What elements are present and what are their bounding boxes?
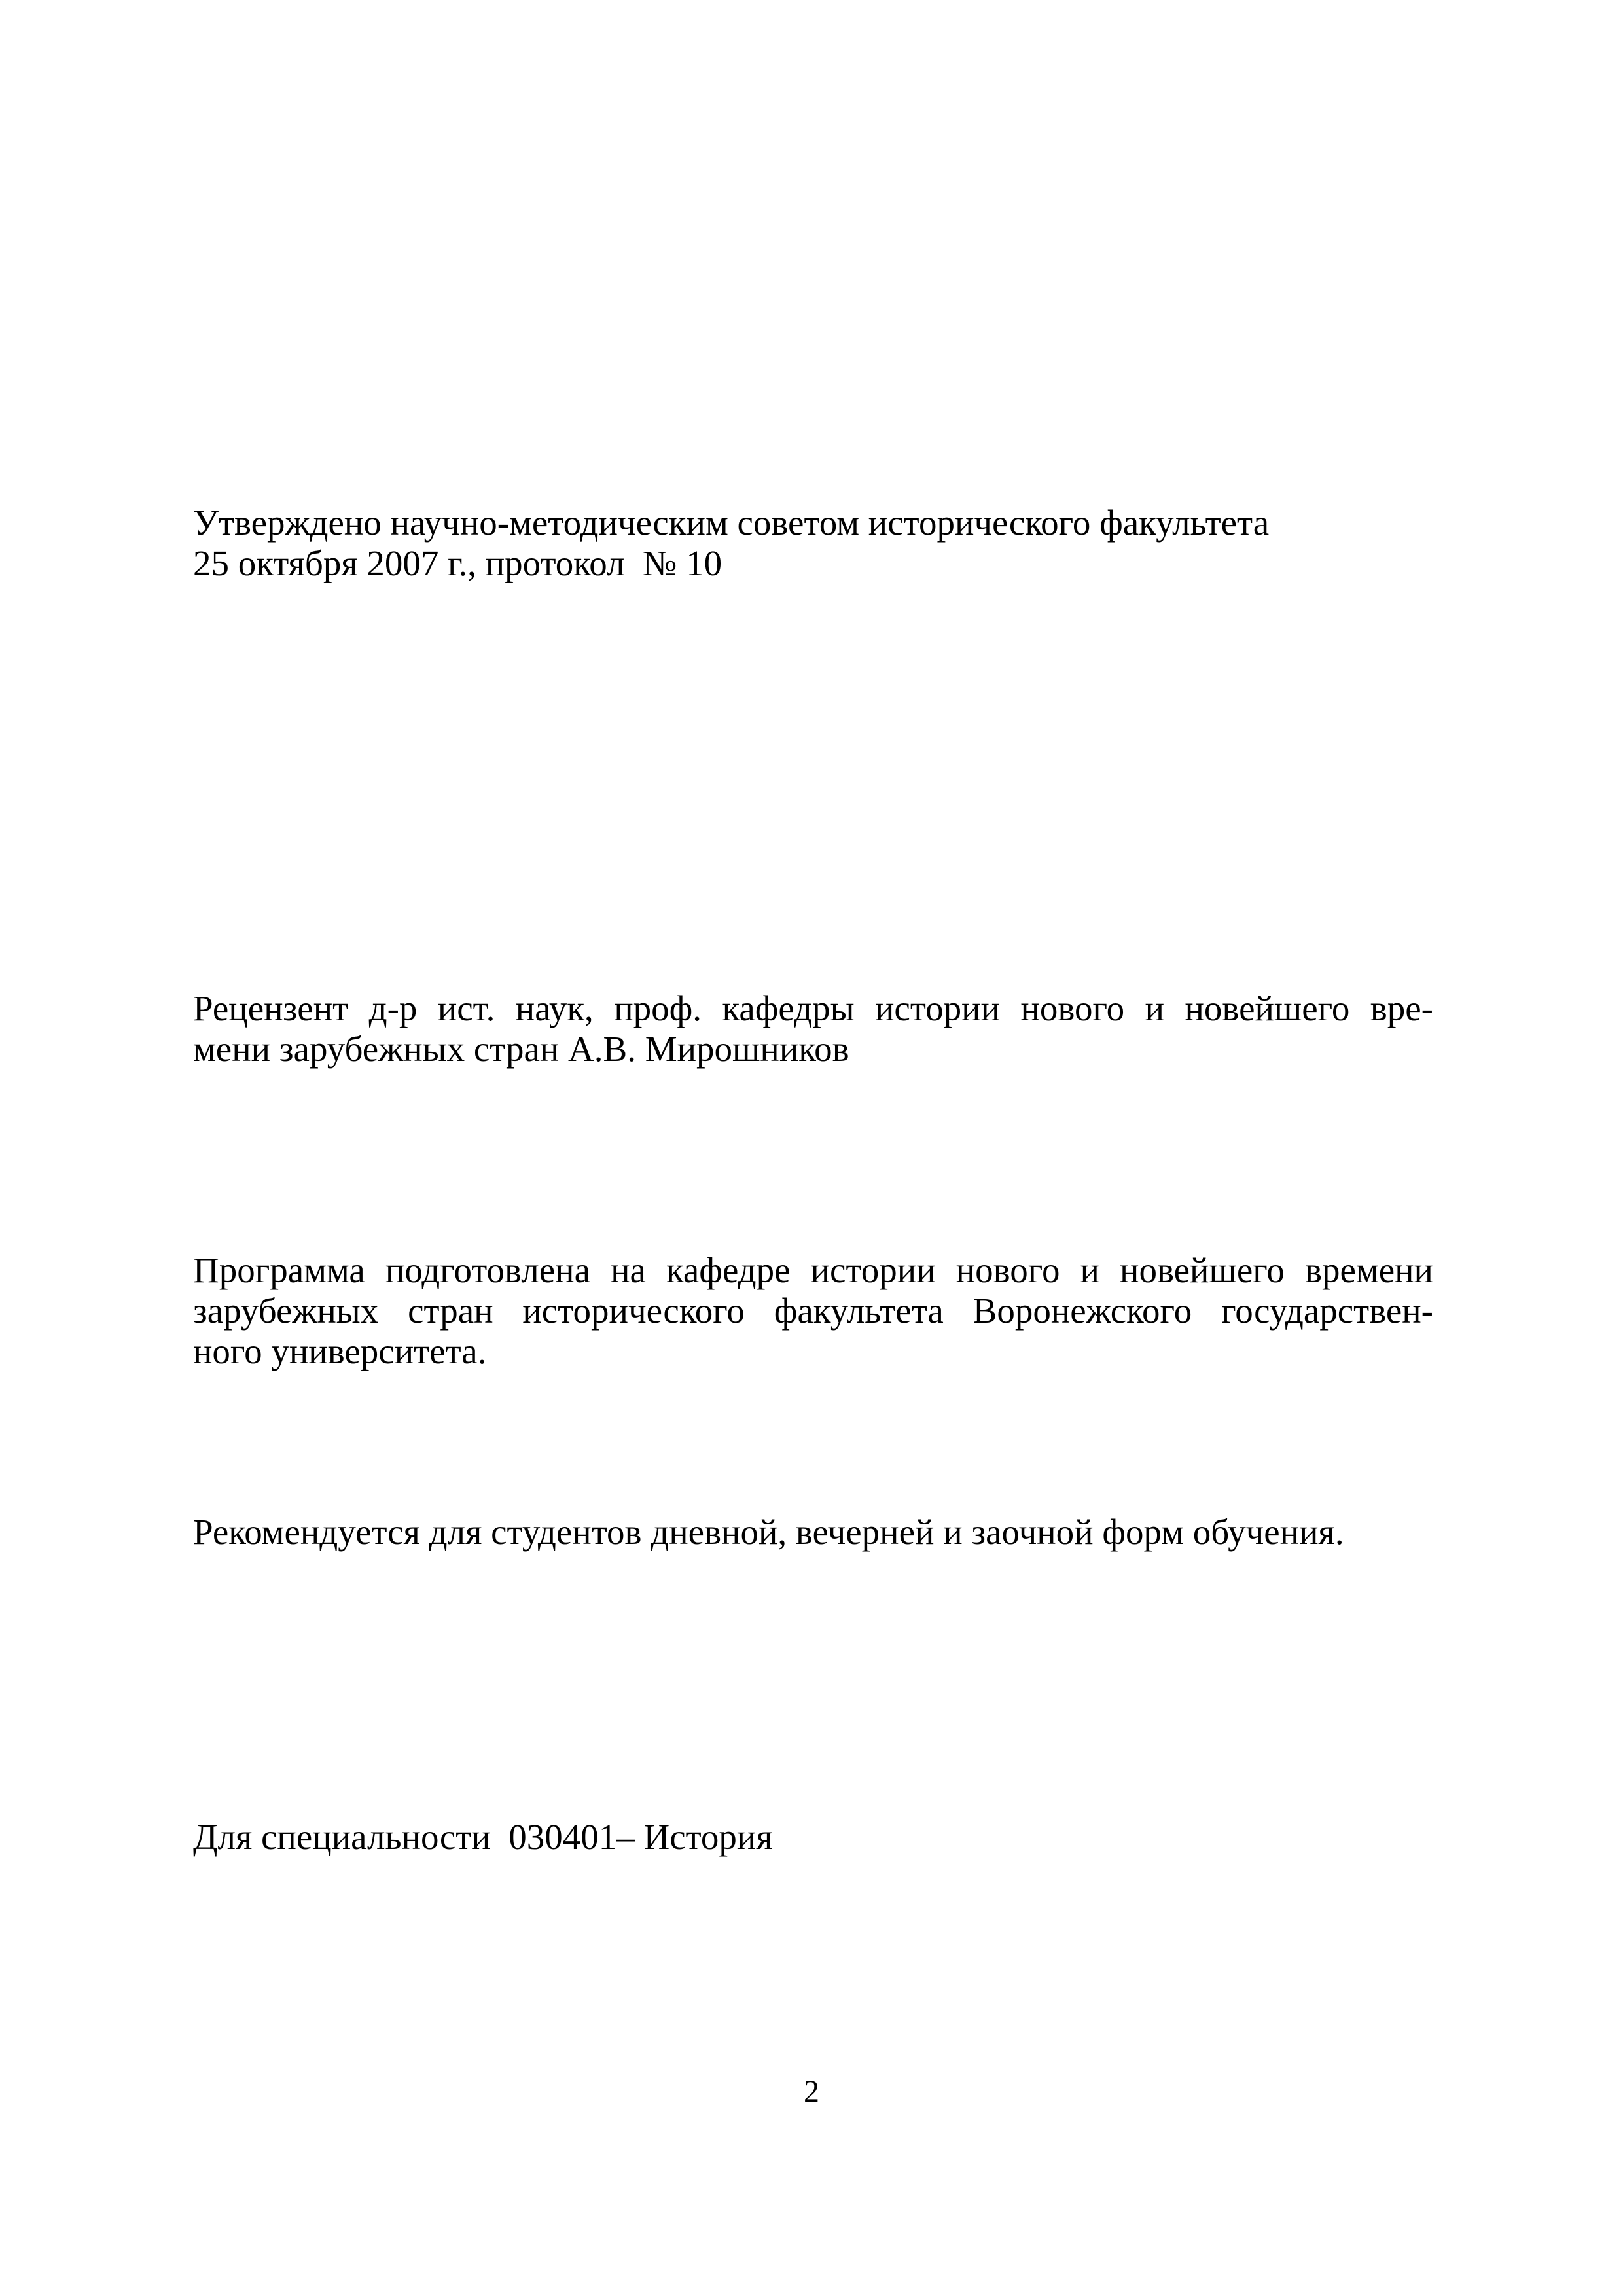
page-number: 2 (804, 2074, 819, 2109)
program-line-2: зарубежных стран исторического факультета Воронежского государствен- (193, 1291, 1433, 1331)
reviewer-note (193, 988, 1433, 1069)
program-line-3: ного университета. (193, 1331, 487, 1371)
program-line-1: Программа подготовлена на кафедре истории нового и новейшего времени (193, 1250, 1433, 1290)
specialty-line: Для специальности 030401– История (193, 1817, 773, 1857)
approval-note (193, 503, 1269, 584)
recommendation-note (193, 1512, 1344, 1552)
program-note (193, 1250, 1433, 1372)
reviewer-line-2: мени зарубежных стран А.В. Мирошников (193, 1029, 849, 1069)
reviewer-line-1: Рецензент д-р ист. наук, проф. кафедры истории нового и новейшего вре- (193, 988, 1433, 1028)
specialty-note (193, 1817, 773, 1857)
approval-line-2: 25 октября 2007 г., протокол № 10 (193, 543, 722, 583)
recommendation-line: Рекомендуется для студентов дневной, вечерней и заочной форм обучения. (193, 1512, 1344, 1552)
approval-line-1: Утверждено научно-методическим советом исторического факультета (193, 503, 1270, 543)
